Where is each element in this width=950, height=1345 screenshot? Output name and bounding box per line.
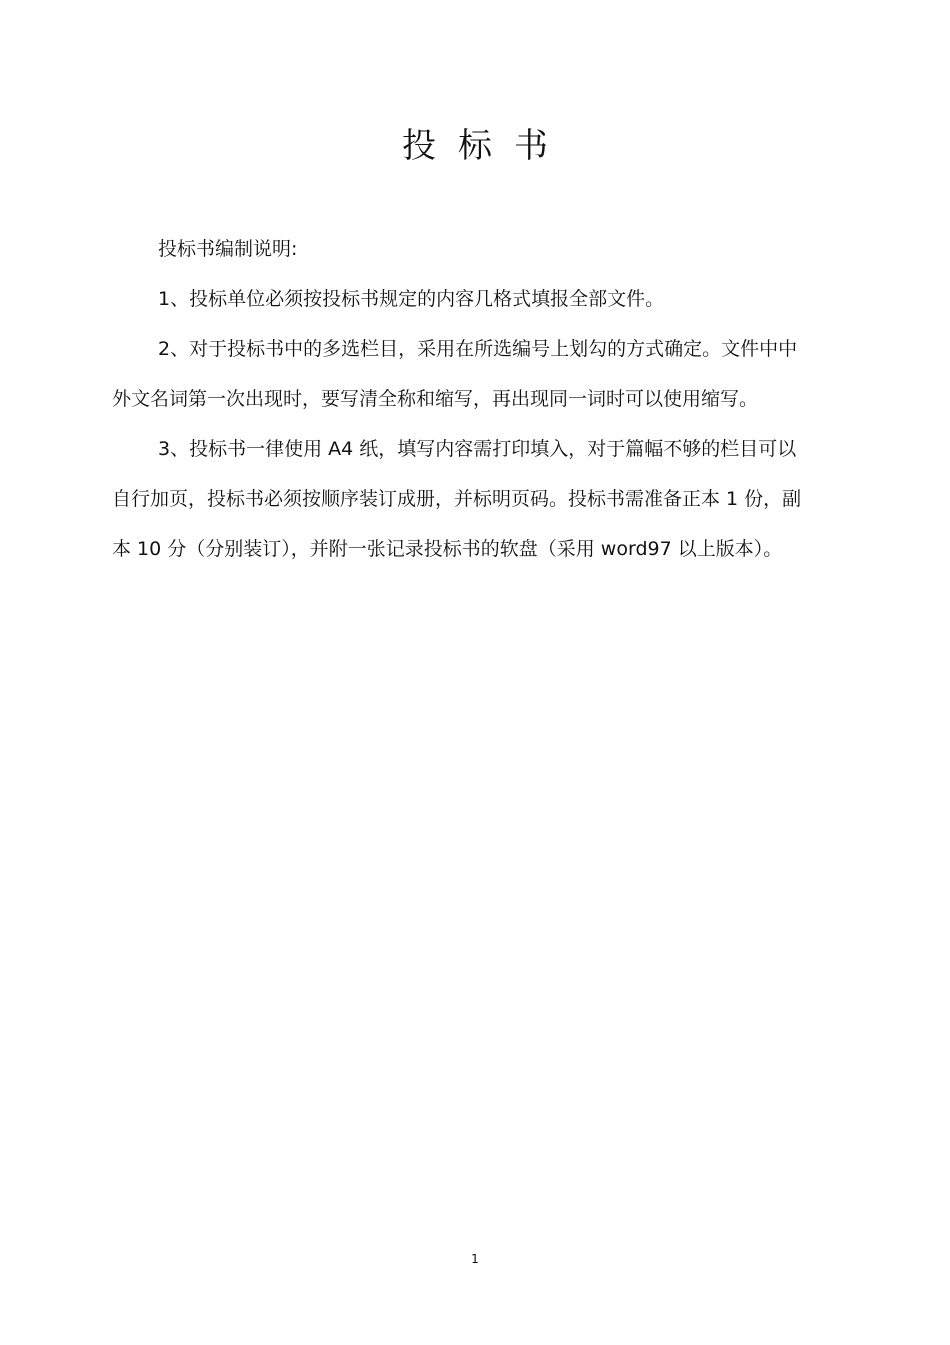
paragraph-item-3: 3、投标书一律使用 A4 纸，填写内容需打印填入，对于篇幅不够的栏目可以自行加页，投标书必须按顺序装订成册，并标明页码。投标书需准备正本 1 份，副本 10 分（分别装订），并附一张记录投标书的软盘（采用 word97 以上版本）。	[112, 438, 802, 560]
document-body	[112, 224, 812, 574]
paragraph-item-2: 2、对于投标书中的多选栏目，采用在所选编号上划勾的方式确定。文件中中外文名词第一次出现时，要写清全称和缩写，再出现同一词时可以使用缩写。	[112, 338, 798, 410]
paragraph-item-1: 1、投标单位必须按投标书规定的内容几格式填报全部文件。	[158, 288, 665, 310]
page-number: 1	[471, 1252, 479, 1266]
paragraph-intro: 投标书编制说明:	[158, 238, 298, 260]
document-title: 投标书	[402, 126, 570, 166]
